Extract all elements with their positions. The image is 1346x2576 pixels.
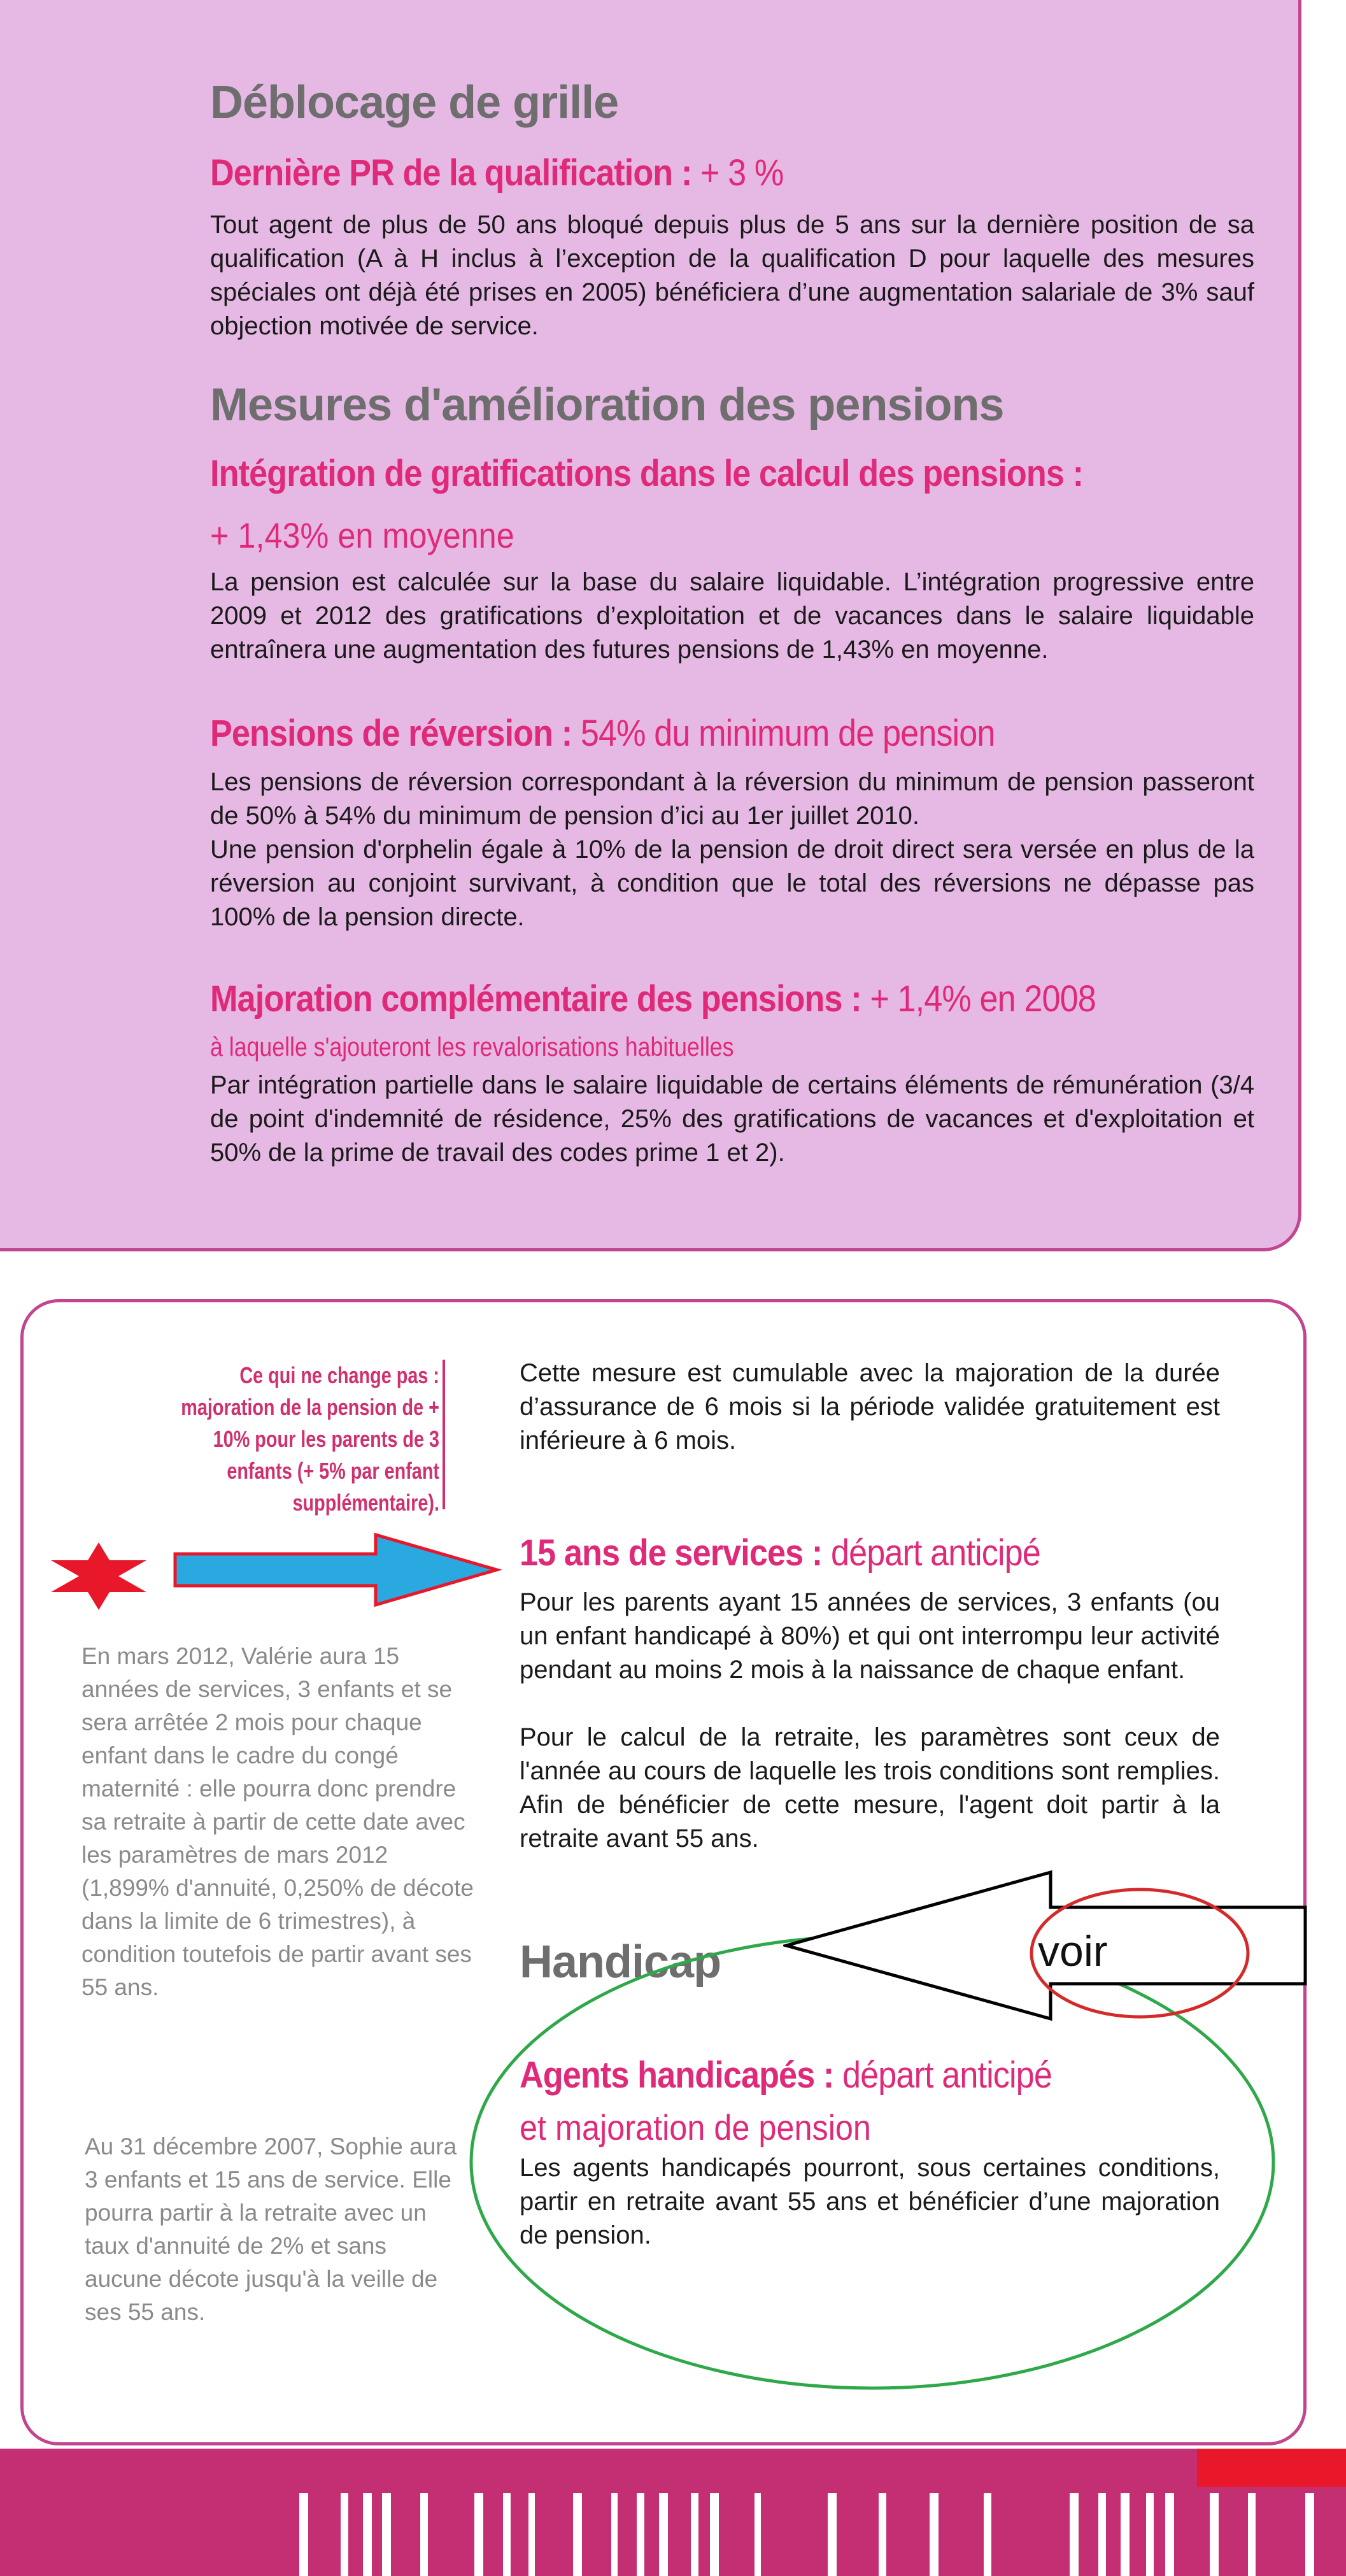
paragraph-integration: La pension est calculée sur la base du salaire liquidable. L’intégration progressive entre 2009 et 2012 des gratifications d’exploitation et de vacances dans le salaire liquidable entraînera une augmentation des futures pensions de 1,43% en moyenne. xyxy=(210,568,1254,664)
blue-arrow-icon xyxy=(172,1532,503,1608)
barcode-stripes xyxy=(0,2487,1346,2576)
subheading-bold: Pensions de réversion : xyxy=(210,713,581,754)
side-note-bar xyxy=(443,1360,445,1509)
subheading-majoration xyxy=(210,978,1096,1020)
red-star-icon xyxy=(45,1541,153,1611)
subheading-integration: Intégration de gratifications dans le calcul des pensions : xyxy=(210,453,1084,494)
paragraph-15-ans-2: Pour le calcul de la retraite, les paramètres sont ceux de l'année au cours de laquelle les trois conditions sont remplies. Afin de bénéficier de cette mesure, l'agent doit partir à la retraite avant 55 ans. xyxy=(520,1723,1220,1853)
subheading-agents-handicapes-2: et majoration de pension xyxy=(520,2107,871,2147)
subheading-integration-value: + 1,43% en moyenne xyxy=(210,515,514,555)
bottom-strip-red-accent xyxy=(1197,2449,1346,2487)
paragraph-15-ans-1: Pour les parents ayant 15 années de services, 3 enfants (ou un enfant handicapé à 80%) et qui ont interrompu leur activité pendant au moins 2 mois à la naissance de chaque enfant. xyxy=(520,1588,1220,1684)
paragraph-reversion-2: Une pension d'orphelin égale à 10% de la pension de droit direct sera versée en plus de la réversion au conjoint survivant, à condition que le total des réversions ne dépasse pas 100% de la pension directe. xyxy=(210,836,1254,931)
paragraph-reversion-1: Les pensions de réversion correspondant à la réversion du minimum de pension passeront de 50% à 54% du minimum de pension d’ici au 1er juillet 2010. xyxy=(210,768,1254,830)
subheading-value: départ anticipé xyxy=(842,2054,1052,2096)
subheading-15-ans xyxy=(520,1532,1040,1574)
subheading-value: + 3 % xyxy=(700,152,784,194)
subheading-reversion xyxy=(210,712,995,755)
majoration-note: à laquelle s'ajouteront les revalorisations habituelles xyxy=(210,1032,734,1062)
paragraph-deblocage: Tout agent de plus de 50 ans bloqué depuis plus de 5 ans sur la dernière position de sa qualification (A à H inclus à l’exception de la qualification D pour laquelle des mesures spéciales ont déjà été prises en 2005) bénéficiera d’une augmentation salariale de 3% sauf objection motivée de service. xyxy=(210,211,1254,340)
voir-label: voir xyxy=(1038,1927,1108,1975)
subheading-derniere-pr xyxy=(210,152,783,194)
section-title-deblocage: Déblocage de grille xyxy=(210,77,619,128)
example-sophie: Au 31 décembre 2007, Sophie aura 3 enfants et 15 ans de service. Elle pourra partir à la retraite avec un taux d'annuité de 2% et sans aucune décote jusqu'à la veille de ses 55 ans. xyxy=(85,2133,457,2325)
paragraph-handicap: Les agents handicapés pourront, sous certaines conditions, partir en retraite avant 55 ans et bénéficier d’une majoration de pension. xyxy=(520,2154,1220,2249)
subheading-value: départ anticipé xyxy=(830,1532,1040,1574)
paragraph-majoration: Par intégration partielle dans le salaire liquidable de certains éléments de rémunération (3/4 de point d'indemnité de résidence, 25% des gratifications de vacances et d'exploitation et 50% de la prime de travail des codes prime 1 et 2). xyxy=(210,1071,1254,1167)
subheading-bold: Agents handicapés : xyxy=(520,2054,843,2096)
subheading-value: + 1,4% en 2008 xyxy=(870,978,1096,1020)
section-title-pensions: Mesures d'amélioration des pensions xyxy=(210,380,1004,431)
subheading-bold: 15 ans de services : xyxy=(520,1532,831,1574)
subheading-agents-handicapes xyxy=(520,2054,1052,2096)
example-valerie: En mars 2012, Valérie aura 15 années de services, 3 enfants et se sera arrêtée 2 mois pour chaque enfant dans le cadre du congé maternité : elle pourra donc prendre sa retraite à partir de cette date avec les paramètres de mars 2012 (1,899% d'annuité, 0,250% de décote dans la limite de 6 trimestres), à condition toutefois de partir avant ses 55 ans. xyxy=(81,1643,474,2000)
section-title-handicap: Handicap xyxy=(520,1937,721,1988)
subheading-bold: Majoration complémentaire des pensions : xyxy=(210,978,870,1020)
subheading-bold: Dernière PR de la qualification : xyxy=(210,152,700,194)
subheading-value: 54% du minimum de pension xyxy=(580,713,995,754)
paragraph-cumul: Cette mesure est cumulable avec la majoration de la durée d’assurance de 6 mois si la période validée gratuitement est inférieure à 6 mois. xyxy=(520,1359,1220,1455)
side-note-unchanged: Ce qui ne change pas : majoration de la pension de + 10% pour les parents de 3 enfants (+ 5% par enfant supplémentaire). xyxy=(181,1362,439,1516)
